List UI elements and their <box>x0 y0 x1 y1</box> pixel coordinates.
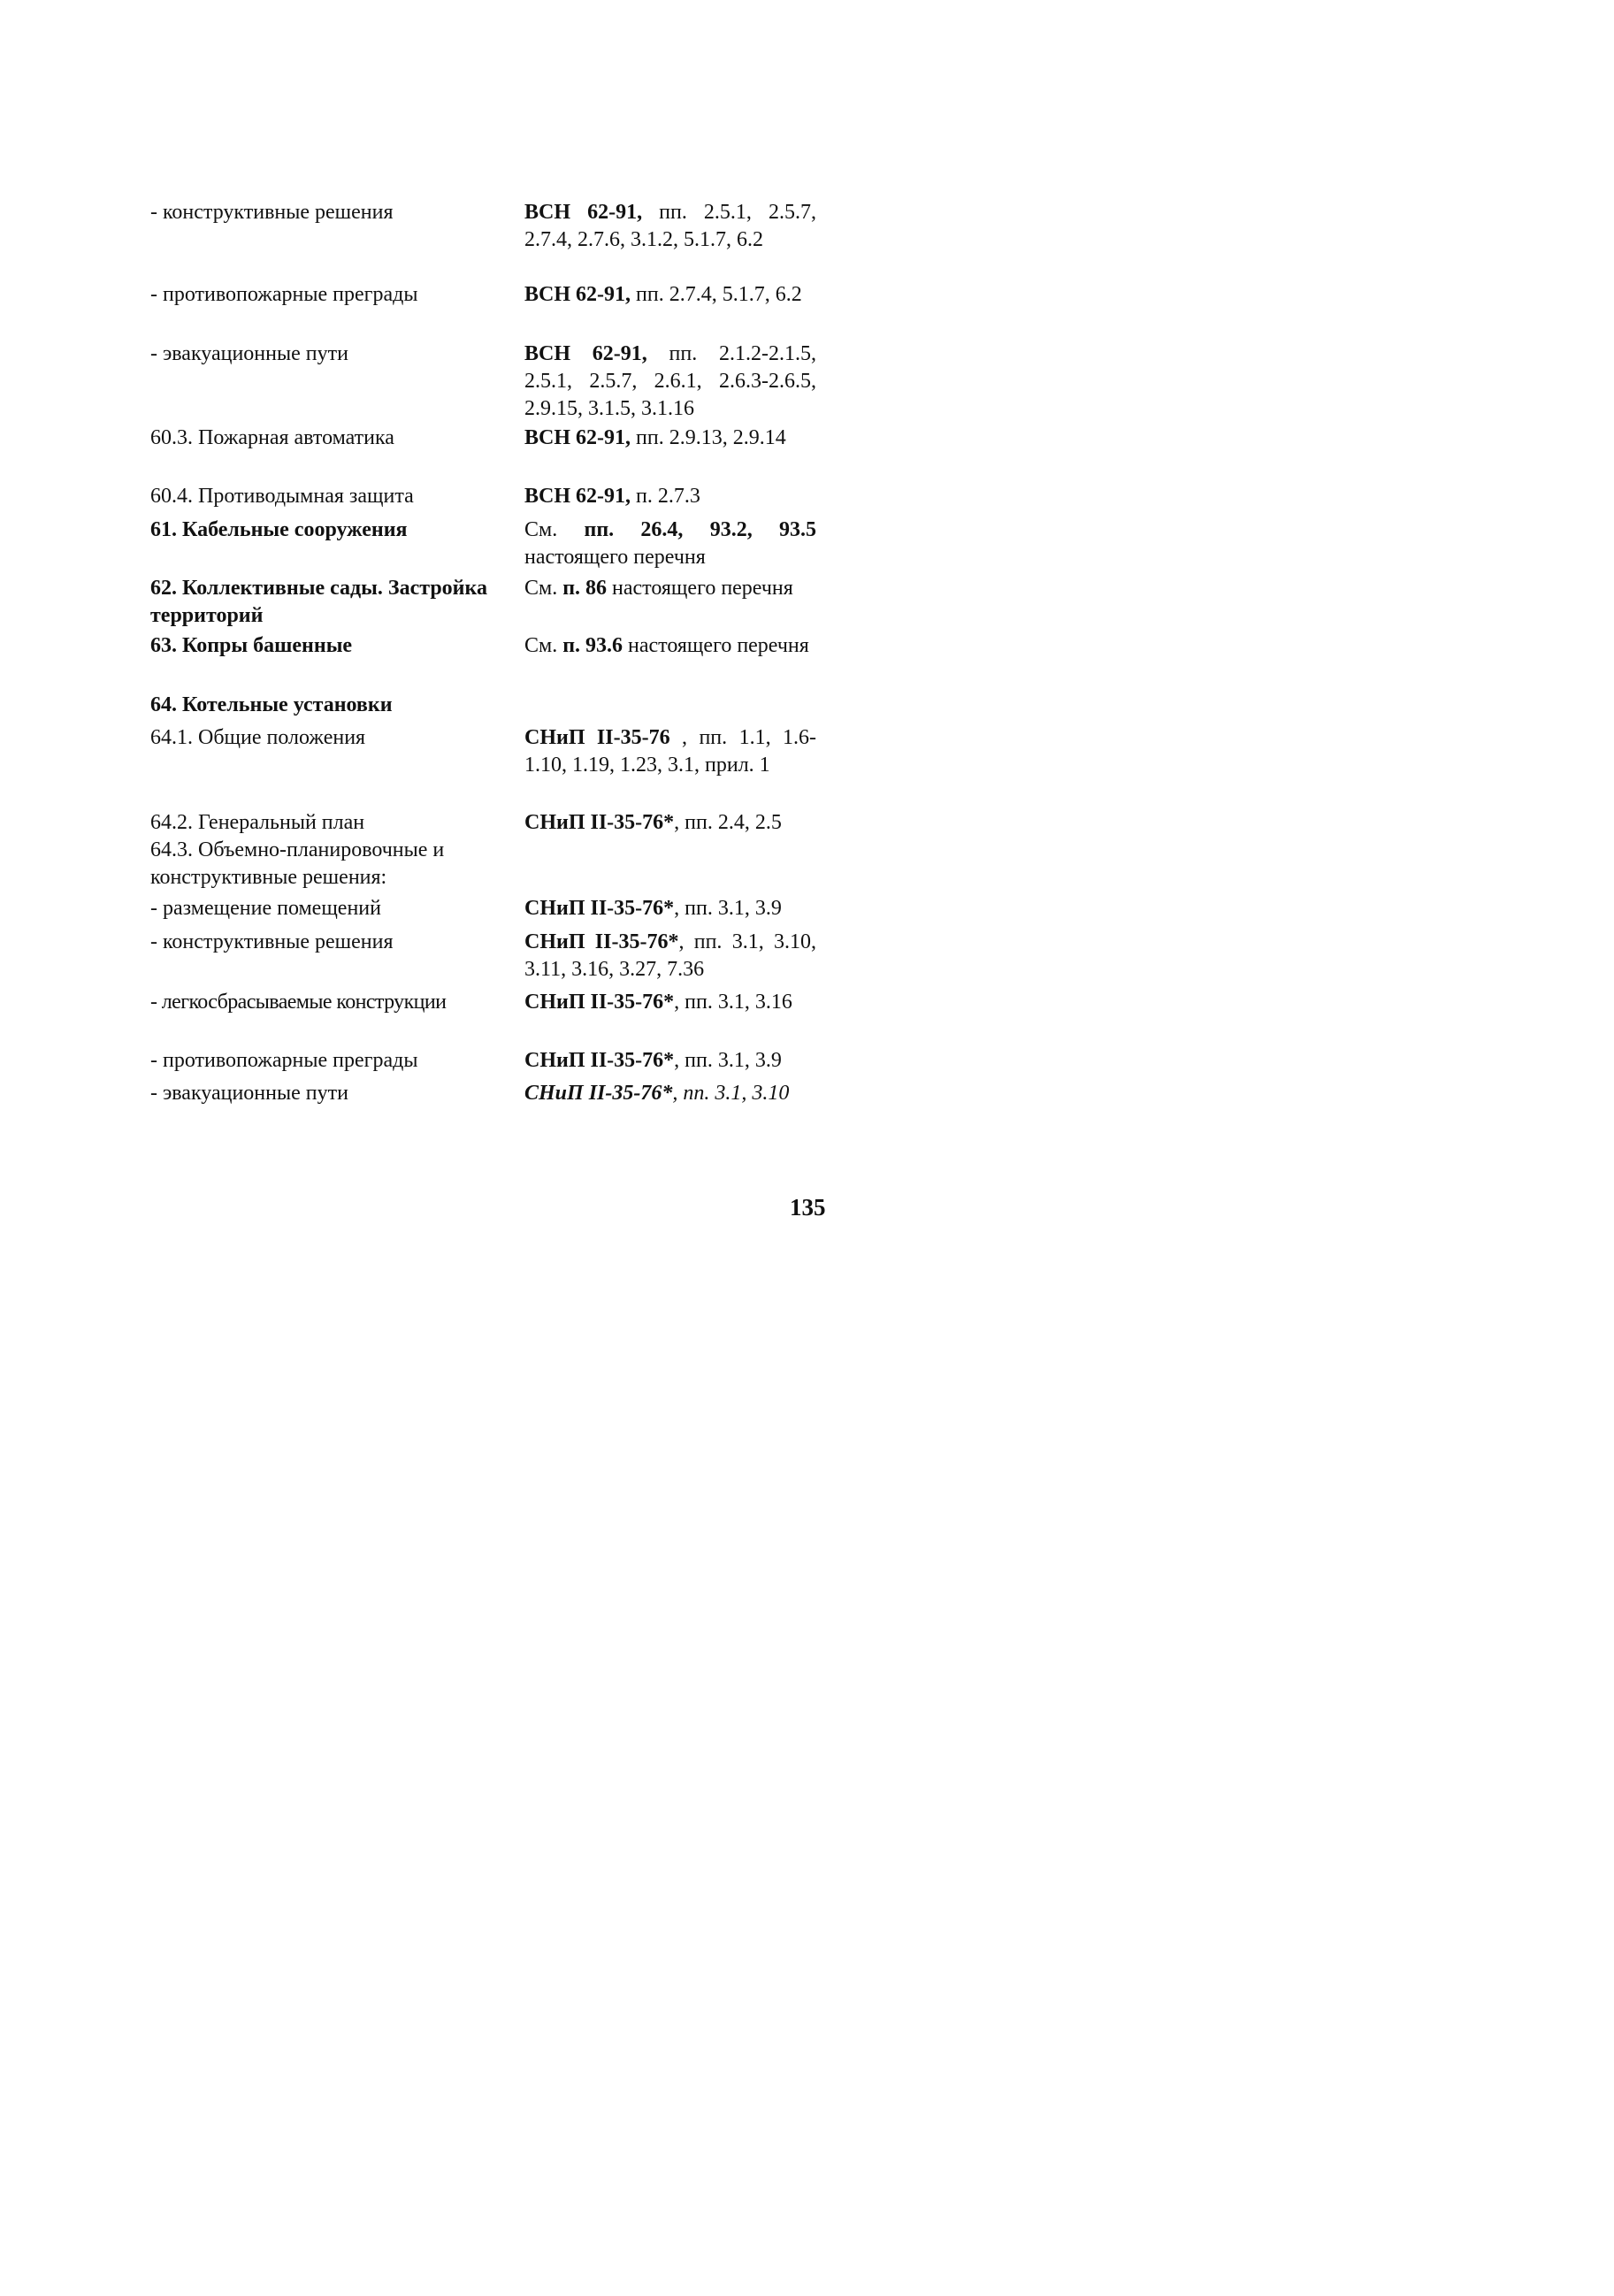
section-heading: 62. Коллективные сады. Застройка территорий <box>150 577 487 627</box>
item-title: - конструктивные решения <box>150 930 394 953</box>
item-title: - эвакуационные пути <box>150 1082 348 1105</box>
item-reference: ВСН 62-91, пп. 2.9.13, 2.9.14 <box>524 426 786 449</box>
item-reference: ВСН 62-91, п. 2.7.3 <box>524 485 700 508</box>
item-reference: СНиП II-35-76*, пп. 3.1, 3.9 <box>524 897 782 920</box>
item-reference: СНиП II-35-76*, пп. 3.1, 3.16 <box>524 991 792 1014</box>
item-reference: См. п. 93.6 настоящего перечня <box>524 634 809 657</box>
item-title: 60.3. Пожарная автоматика <box>150 426 394 449</box>
document-page <box>0 0 975 1386</box>
item-title: 60.4. Противодымная защита <box>150 485 414 508</box>
section-heading: 64. Котельные установки <box>150 693 393 716</box>
item-title: 64.3. Объемно-планировочные и конструктивные решения: <box>150 838 445 889</box>
item-reference: ВСН 62-91, пп. 2.1.2-2.1.5, 2.5.1, 2.5.7, 2.6.1, 2.6.3-2.6.5, 2.9.15, 3.1.5, 3.1.16 <box>524 342 817 420</box>
item-reference: СНиП II-35-76*, пп. 3.1, 3.10, 3.11, 3.16, 3.27, 7.36 <box>524 930 816 981</box>
item-reference: См. пп. 26.4, 93.2, 93.5 настоящего перечня <box>524 518 816 569</box>
section-heading: 63. Копры башенные <box>150 634 353 657</box>
item-title: 64.2. Генеральный план <box>150 811 365 834</box>
item-reference: ВСН 62-91, пп. 2.5.1, 2.5.7, 2.7.4, 2.7.6, 3.1.2, 5.1.7, 6.2 <box>524 201 816 251</box>
item-title: - легкосбрасываемые конструкции <box>150 991 447 1014</box>
item-reference: СНиП II-35-76*, пп. 3.1, 3.10 <box>524 1082 790 1105</box>
item-reference: ВСН 62-91, пп. 2.7.4, 5.1.7, 6.2 <box>524 283 802 306</box>
item-reference: СНиП II-35-76 , пп. 1.1, 1.6-1.10, 1.19, 1.23, 3.1, прил. 1 <box>524 726 816 777</box>
item-reference: См. п. 86 настоящего перечня <box>524 577 793 600</box>
item-title: - эвакуационные пути <box>150 342 348 365</box>
item-title: 64.1. Общие положения <box>150 726 366 749</box>
item-title: - противопожарные преграды <box>150 1049 418 1072</box>
page-number: 135 <box>790 1194 826 1221</box>
item-title: - конструктивные решения <box>150 201 394 224</box>
item-title: - размещение помещений <box>150 897 381 920</box>
item-reference: СНиП II-35-76*, пп. 2.4, 2.5 <box>524 811 782 834</box>
item-title: - противопожарные преграды <box>150 283 418 306</box>
section-heading: 61. Кабельные сооружения <box>150 518 408 541</box>
item-reference: СНиП II-35-76*, пп. 3.1, 3.9 <box>524 1049 782 1072</box>
